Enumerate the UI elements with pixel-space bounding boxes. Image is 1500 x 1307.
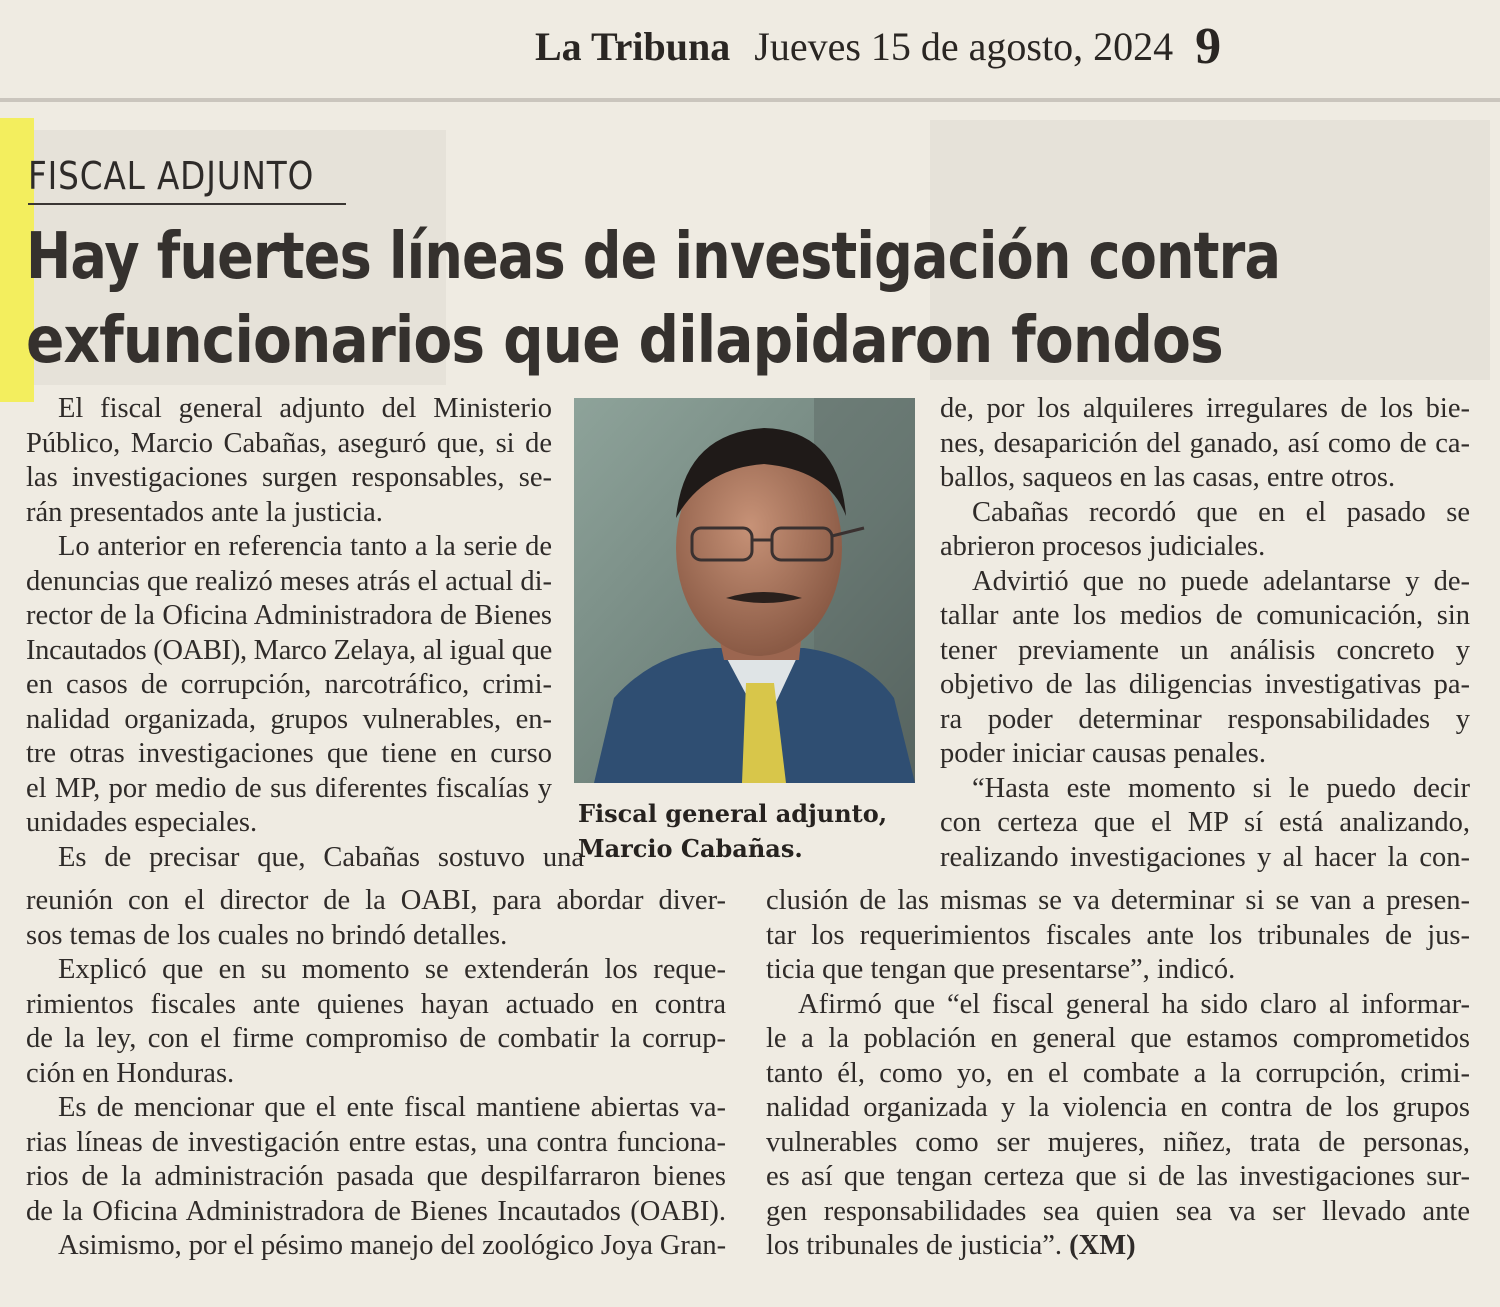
text-line: Asimismo, por el pésimo manejo del zoológico Joya Gran-	[58, 1230, 726, 1261]
headline-line-1: Hay fuertes líneas de investigación contra	[26, 220, 1281, 294]
headline-line-2: exfuncionarios que dilapidaron fondos	[26, 304, 1223, 378]
text-line: con certeza que el MP sí está analizando,	[940, 807, 1470, 838]
caption-line-2: Marcio Cabañas.	[578, 834, 803, 863]
text-line: las investigaciones surgen responsables, se-	[26, 462, 552, 493]
text-line: reunión con el director de la OABI, para abordar diver-	[26, 885, 726, 916]
text-line: de, por los alquileres irregulares de los bie-	[940, 393, 1470, 424]
text-line: ción en Honduras.	[26, 1057, 235, 1089]
section-kicker: FISCAL ADJUNTO	[28, 154, 315, 198]
text-line: Explicó que en su momento se extenderán los reque-	[58, 954, 726, 985]
text-line: rios de la administración pasada que despilfarraron bienes	[26, 1161, 726, 1192]
portrait-illustration	[574, 398, 915, 783]
text-line: ticia que tengan que presentarse”, indicó.	[766, 954, 1236, 985]
page-number: 9	[1195, 18, 1222, 75]
text-line: es así que tengan certeza que si de las investigaciones sur-	[766, 1161, 1470, 1192]
header-rule	[0, 98, 1500, 102]
text-line: rector de la Oficina Administradora de Bienes	[26, 600, 552, 631]
issue-date: Jueves 15 de agosto, 2024	[754, 24, 1174, 69]
text-line: Es de mencionar que el ente fiscal mantiene abiertas va-	[58, 1092, 726, 1123]
text-line: ra poder determinar responsabilidades y	[940, 703, 1470, 735]
text-line: Cabañas recordó que en el pasado se	[972, 496, 1470, 528]
text-line: de la Oficina Administradora de Bienes Incautados (OABI).	[26, 1195, 726, 1227]
text-line: clusión de las mismas se va determinar si se van a presen-	[766, 885, 1470, 916]
text-line: sos temas de los cuales no brindó detalles.	[26, 919, 508, 951]
text-line: Es de precisar que, Cabañas sostuvo una	[58, 841, 584, 873]
text-line: Lo anterior en referencia tanto a la serie de	[58, 531, 552, 562]
text-line: tanto él, como yo, en el combate a la corrupción, crimi-	[766, 1057, 1470, 1089]
text-line: de la ley, con el firme compromiso de combatir la corrup-	[26, 1023, 726, 1054]
article-column-2	[766, 884, 1470, 1264]
text-line: tallar ante los medios de comunicación, sin	[940, 600, 1470, 631]
author-signoff: (XM)	[1069, 1230, 1136, 1261]
text-line: tener previamente un análisis concreto y	[940, 634, 1470, 666]
text-line: “Hasta este momento si le puedo decir	[972, 772, 1470, 804]
text-line: realizando investigaciones y al hacer la con-	[940, 841, 1470, 873]
text-line: Incautados (OABI), Marco Zelaya, al igual que	[26, 634, 552, 666]
photo-caption	[578, 796, 918, 866]
text-line: abrieron procesos judiciales.	[940, 531, 1266, 562]
masthead: La Tribuna	[535, 24, 731, 69]
text-line: gen responsabilidades sea quien sea va ser llevado ante	[766, 1195, 1470, 1227]
article-column-3	[940, 392, 1470, 875]
text-line: Advirtió que no puede adelantarse y de-	[972, 565, 1470, 597]
text-line: unidades especiales.	[26, 807, 258, 838]
text-line: rimientos fiscales ante quienes hayan actuado en contra	[26, 988, 726, 1020]
text-line: poder iniciar causas penales.	[940, 738, 1267, 769]
text-line: Público, Marcio Cabañas, aseguró que, si de	[26, 427, 552, 459]
text-line: rias líneas de investigación entre estas, una contra funciona-	[26, 1126, 726, 1158]
text-line: en casos de corrupción, narcotráfico, crimi-	[26, 669, 552, 700]
caption-line-1: Fiscal general adjunto,	[578, 799, 888, 828]
kicker-underline	[28, 203, 346, 205]
text-line: nalidad organizada, grupos vulnerables, en-	[26, 703, 552, 735]
portrait-photo	[574, 398, 915, 783]
text-line	[766, 1229, 1470, 1264]
text-line: nes, desaparición del ganado, así como de ca-	[940, 427, 1470, 459]
text-line: objetivo de las diligencias investigativas pa-	[940, 669, 1470, 700]
text-line: El fiscal general adjunto del Ministerio	[58, 393, 552, 424]
text-line: vulnerables como ser mujeres, niñez, trata de personas,	[766, 1126, 1470, 1158]
closing-text: los tribunales de justicia”.	[766, 1230, 1063, 1261]
text-line: tre otras investigaciones que tiene en curso	[26, 738, 552, 769]
text-line: tar los requerimientos fiscales ante los tribunales de jus-	[766, 919, 1470, 951]
text-line: ballos, saqueos en las casas, entre otros.	[940, 462, 1396, 493]
text-line: le a la población en general que estamos comprometidos	[766, 1023, 1470, 1054]
article-column-1	[26, 392, 584, 875]
page-header	[535, 14, 1435, 74]
article-column-1-wide	[26, 884, 726, 1264]
text-line: Afirmó que “el fiscal general ha sido claro al informar-	[798, 988, 1470, 1020]
text-line: el MP, por medio de sus diferentes fiscalías y	[26, 772, 552, 804]
text-line: denuncias que realizó meses atrás el actual di-	[26, 565, 552, 597]
text-line: nalidad organizada y la violencia en contra de los grupos	[766, 1092, 1470, 1123]
text-line: rán presentados ante la justicia.	[26, 496, 383, 528]
